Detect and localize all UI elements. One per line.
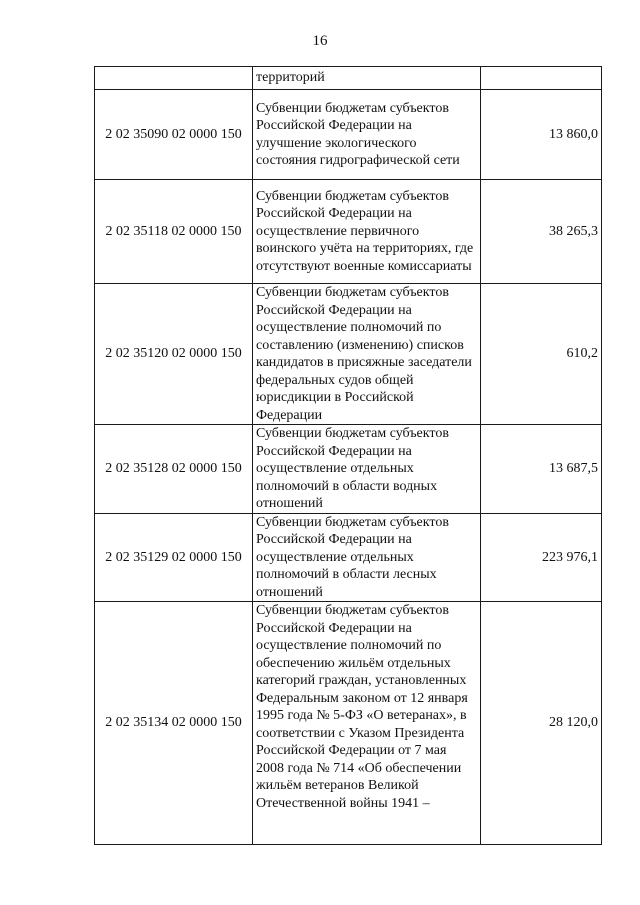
amount-cell: 13 860,0 <box>481 90 602 180</box>
budget-code-cell: 2 02 35118 02 0000 150 <box>95 180 253 284</box>
budget-revenue-table <box>94 66 602 845</box>
amount-cell: 13 687,5 <box>481 425 602 514</box>
table-row <box>95 67 602 90</box>
amount-cell: 223 976,1 <box>481 513 602 602</box>
description-cell: территорий <box>253 67 481 90</box>
table-row <box>95 425 602 514</box>
table-row <box>95 90 602 180</box>
amount-cell: 38 265,3 <box>481 180 602 284</box>
budget-code-cell: 2 02 35090 02 0000 150 <box>95 90 253 180</box>
table-row <box>95 513 602 602</box>
description-cell: Субвенции бюджетам субъектов Российской Федерации на осуществление полномочий по обеспечению жильём отдельных категорий граждан, установленных Федеральным законом от 12 января 1995 года № 5-ФЗ «О ветеранах», в соответствии с Указом Президента Российской Федерации от 7 мая 2008 года № 714 «Об обеспечении жильём ветеранов Великой Отечественной войны 1941 – <box>253 602 481 845</box>
description-cell: Субвенции бюджетам субъектов Российской Федерации на осуществление полномочий по составлению (изменению) списков кандидатов в присяжные заседатели федеральных судов общей юрисдикции в Российской Федерации <box>253 284 481 425</box>
description-cell: Субвенции бюджетам субъектов Российской Федерации на улучшение экологического состояния гидрографической сети <box>253 90 481 180</box>
budget-code-cell <box>95 67 253 90</box>
table-row <box>95 180 602 284</box>
description-cell: Субвенции бюджетам субъектов Российской Федерации на осуществление первичного воинского учёта на территориях, где отсутствуют военные комиссариаты <box>253 180 481 284</box>
description-cell: Субвенции бюджетам субъектов Российской Федерации на осуществление отдельных полномочий в области водных отношений <box>253 425 481 514</box>
amount-cell: 610,2 <box>481 284 602 425</box>
budget-code-cell: 2 02 35120 02 0000 150 <box>95 284 253 425</box>
amount-cell <box>481 67 602 90</box>
description-cell: Субвенции бюджетам субъектов Российской Федерации на осуществление отдельных полномочий в области лесных отношений <box>253 513 481 602</box>
budget-code-cell: 2 02 35128 02 0000 150 <box>95 425 253 514</box>
page-number: 16 <box>312 33 328 49</box>
table-row <box>95 602 602 845</box>
amount-cell: 28 120,0 <box>481 602 602 845</box>
budget-code-cell: 2 02 35129 02 0000 150 <box>95 513 253 602</box>
budget-code-cell: 2 02 35134 02 0000 150 <box>95 602 253 845</box>
table-row <box>95 284 602 425</box>
